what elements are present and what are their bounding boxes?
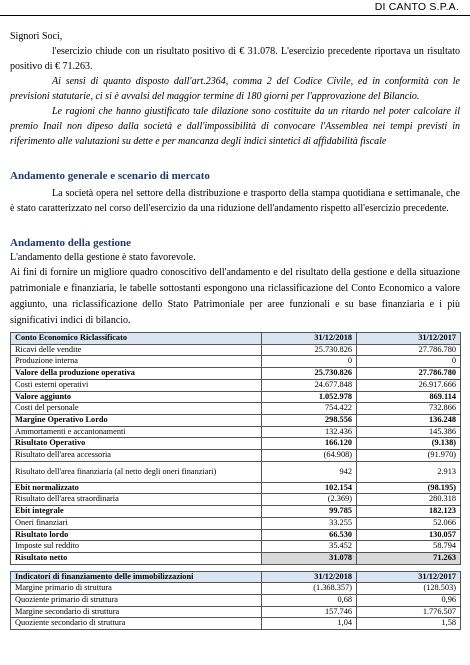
- row-label: Margine primario di struttura: [11, 583, 262, 595]
- cell-value-2018: 157.746: [262, 606, 357, 618]
- table-row: [11, 583, 461, 595]
- table-row: [11, 506, 461, 518]
- cell-value-2018: 33.255: [262, 517, 357, 529]
- row-label: Quoziente primario di struttura: [11, 595, 262, 607]
- company-name: DI CANTO S.P.A.: [374, 1, 459, 13]
- row-label: Risultato lordo: [11, 529, 262, 541]
- table-row: [11, 414, 461, 426]
- table-row: [11, 450, 461, 462]
- row-label: Risultato dell'area straordinaria: [11, 494, 262, 506]
- cell-value-2017: 58.794: [357, 541, 461, 553]
- cell-value-2018: 66.530: [262, 529, 357, 541]
- greeting: Signori Soci,: [10, 31, 63, 42]
- row-label: Valore della produzione operativa: [11, 368, 262, 380]
- cell-value-2018: 0,68: [262, 595, 357, 607]
- table-row: [11, 529, 461, 541]
- row-label: Risultato dell'area accessoria: [11, 450, 262, 462]
- table-row: [11, 344, 461, 356]
- row-label: Ebit integrale: [11, 506, 262, 518]
- intro-paragraph-term: Ai sensi di quanto disposto dall'art.2364, comma 2 del Codice Civile, ed in conformità con le previsioni statutarie, ci si è avvalsi del maggior termine di 180 giorni per l'approvazione del Bilancio.: [10, 76, 460, 102]
- cell-value-2018: 754.422: [262, 403, 357, 415]
- cell-value-2017: 869.114: [357, 391, 461, 403]
- cell-value-2018: 31.078: [262, 552, 357, 564]
- table-row: [11, 606, 461, 618]
- table-row: [11, 391, 461, 403]
- table-row: [11, 426, 461, 438]
- row-label: Ammortamenti e accantonamenti: [11, 426, 262, 438]
- fixed-assets-financing-table: [10, 571, 461, 631]
- table-row: [11, 368, 461, 380]
- cell-value-2018: 1,04: [262, 618, 357, 630]
- table-row: [11, 438, 461, 450]
- management-paragraph-2: Ai fini di fornire un migliore quadro conoscitivo dell'andamento e del risultato della gestione e della situazione patrimoniale e finanziaria, le tabelle sottostanti espongono una riclassificazione del Conto Economico a valore aggiunto, una riclassificazione dello Stato Patrimoniale per aree funzionali e su base finanziaria e i più significativi indici di bilancio.: [10, 267, 460, 326]
- cell-value-2018: 99.785: [262, 506, 357, 518]
- cell-value-2018: 25.730.826: [262, 368, 357, 380]
- cell-value-2018: 132.436: [262, 426, 357, 438]
- cell-value-2017: 145.386: [357, 426, 461, 438]
- cell-value-2017: 0,96: [357, 595, 461, 607]
- cell-value-2018: (2.369): [262, 494, 357, 506]
- cell-value-2018: 298.556: [262, 414, 357, 426]
- page-header: [0, 0, 470, 16]
- row-label: Margine secondario di struttura: [11, 606, 262, 618]
- row-label: Ebit normalizzato: [11, 482, 262, 494]
- table-row: [11, 595, 461, 607]
- row-label: Imposte sul reddito: [11, 541, 262, 553]
- section-title-management: Andamento della gestione: [10, 237, 131, 249]
- market-paragraph: La società opera nel settore della distribuzione e trasporto della stampa quotidiana e settimanale, che è stato caratterizzato nel corso dell'esercizio da una riduzione dell'andamento rispetto all'esercizio precedente.: [10, 188, 460, 214]
- cell-value-2018: 0: [262, 356, 357, 368]
- cell-value-2017: 52.066: [357, 517, 461, 529]
- row-label: Ricavi delle vendite: [11, 344, 262, 356]
- cell-value-2018: 24.677.848: [262, 379, 357, 391]
- cell-value-2017: 1,58: [357, 618, 461, 630]
- cell-value-2018: 25.730.826: [262, 344, 357, 356]
- cell-value-2017: 130.057: [357, 529, 461, 541]
- cell-value-2017: 280.318: [357, 494, 461, 506]
- cell-value-2017: 136.248: [357, 414, 461, 426]
- column-header: 31/12/2017: [357, 333, 461, 345]
- cell-value-2018: 102.154: [262, 482, 357, 494]
- row-label: Produzione interna: [11, 356, 262, 368]
- cell-value-2017: (98.195): [357, 482, 461, 494]
- cell-value-2017: 2.913: [357, 461, 461, 482]
- column-header: 31/12/2018: [262, 571, 357, 583]
- table-row: [11, 379, 461, 391]
- cell-value-2017: 182.123: [357, 506, 461, 518]
- row-label: Valore aggiunto: [11, 391, 262, 403]
- section-title-market: Andamento generale e scenario di mercato: [10, 170, 210, 182]
- row-label: Risultato dell'area finanziaria (al netto degli oneri finanziari): [11, 461, 262, 482]
- intro-paragraph-reasons: Le ragioni che hanno giustificato tale dilazione sono costituite da un ritardo nel poter calcolare il premio Inail non dipeso dalla società e dall'impossibilità di convocare l'Assemblea nei tempi previsti in riferimento alle valutazioni su dette e per mancanza degli indici sintetici di affidabilità fiscale: [10, 106, 460, 147]
- table-row: [11, 461, 461, 482]
- cell-value-2018: (64.908): [262, 450, 357, 462]
- row-label: Oneri finanziari: [11, 517, 262, 529]
- document-body: [10, 29, 460, 630]
- cell-value-2017: 27.786.780: [357, 368, 461, 380]
- cell-value-2018: 35.452: [262, 541, 357, 553]
- cell-value-2017: 732.866: [357, 403, 461, 415]
- income-statement-table: [10, 332, 461, 565]
- row-label: Risultato Operativo: [11, 438, 262, 450]
- cell-value-2017: 1.776.507: [357, 606, 461, 618]
- column-header: 31/12/2017: [357, 571, 461, 583]
- column-header: Indicatori di finanziamento delle immobilizzazioni: [11, 571, 262, 583]
- cell-value-2017: 71.263: [357, 552, 461, 564]
- table-row: [11, 618, 461, 630]
- table-row: [11, 403, 461, 415]
- cell-value-2017: (91.970): [357, 450, 461, 462]
- cell-value-2017: 27.786.780: [357, 344, 461, 356]
- cell-value-2017: 0: [357, 356, 461, 368]
- cell-value-2018: (1.368.357): [262, 583, 357, 595]
- column-header: Conto Economico Riclassificato: [11, 333, 262, 345]
- table-header-row: [11, 333, 461, 345]
- intro-paragraph-result: l'esercizio chiude con un risultato positivo di € 31.078. L'esercizio precedente riportava un risultato positivo di € 71.263.: [10, 46, 460, 72]
- row-label: Quoziente secondario di struttura: [11, 618, 262, 630]
- cell-value-2017: (128.503): [357, 583, 461, 595]
- table-header-row: [11, 571, 461, 583]
- cell-value-2017: (9.138): [357, 438, 461, 450]
- cell-value-2018: 1.052.978: [262, 391, 357, 403]
- table-row: [11, 482, 461, 494]
- management-paragraph-1: L'andamento della gestione è stato favorevole.: [10, 252, 196, 263]
- cell-value-2017: 26.917.666: [357, 379, 461, 391]
- row-label: Costi del personale: [11, 403, 262, 415]
- cell-value-2018: 942: [262, 461, 357, 482]
- table-row: [11, 494, 461, 506]
- row-label: Costi esterni operativi: [11, 379, 262, 391]
- table-row: [11, 356, 461, 368]
- row-label: Risultato netto: [11, 552, 262, 564]
- table-row: [11, 541, 461, 553]
- cell-value-2018: 166.120: [262, 438, 357, 450]
- table-row: [11, 552, 461, 564]
- row-label: Margine Operativo Lordo: [11, 414, 262, 426]
- table-row: [11, 517, 461, 529]
- column-header: 31/12/2018: [262, 333, 357, 345]
